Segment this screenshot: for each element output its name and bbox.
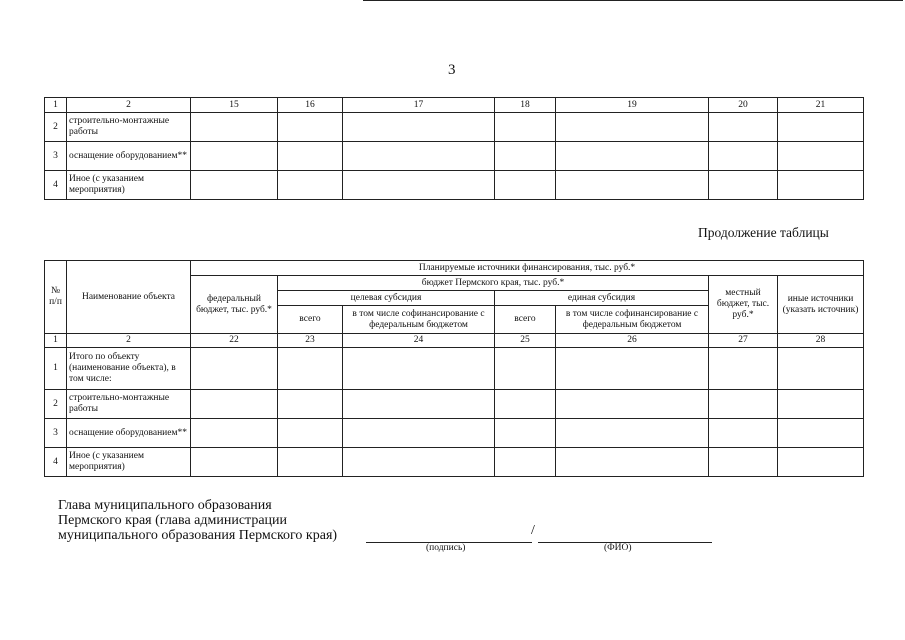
column-number: 1 [45,334,67,348]
single-cofinancing-header: в том числе софинансирование с федеральным бюджетом [556,306,709,334]
table-bottom [44,260,864,477]
value-cell [495,113,556,142]
value-cell [556,448,709,477]
row-number: 2 [45,390,67,419]
value-cell [278,113,343,142]
value-cell [709,113,778,142]
value-cell [778,142,864,171]
row-name: оснащение оборудованием** [67,142,191,171]
column-number: 22 [191,334,278,348]
value-cell [343,419,495,448]
value-cell [556,348,709,390]
value-cell [556,171,709,200]
column-numbers-row [45,334,864,348]
table-row [45,390,864,419]
value-cell [778,113,864,142]
value-cell [191,448,278,477]
single-total-header: всего [495,306,556,334]
header-cell: 2 [67,98,191,113]
column-number: 26 [556,334,709,348]
top-rule [363,0,903,1]
signature-line-2: Пермского края (глава администрации [58,513,288,528]
signature-line-1: Глава муниципального образования [58,498,272,513]
header-cell: 17 [343,98,495,113]
header-cell: 19 [556,98,709,113]
value-cell [191,348,278,390]
value-cell [709,348,778,390]
column-number: 23 [278,334,343,348]
value-cell [778,448,864,477]
value-cell [343,348,495,390]
value-cell [278,419,343,448]
row-number: 1 [45,348,67,390]
column-number: 25 [495,334,556,348]
header-cell: 16 [278,98,343,113]
column-number: 27 [709,334,778,348]
signature-caption: (подпись) [426,543,466,553]
value-cell [709,142,778,171]
table-row [45,419,864,448]
row-name: строительно-монтажные работы [67,390,191,419]
perm-budget-header: бюджет Пермского края, тыс. руб.* [278,276,709,291]
value-cell [191,390,278,419]
value-cell [278,390,343,419]
federal-budget-header: федеральный бюджет, тыс. руб.* [191,276,278,334]
value-cell [556,113,709,142]
value-cell [778,171,864,200]
value-cell [278,448,343,477]
header-cell: 21 [778,98,864,113]
value-cell [778,419,864,448]
signature-line-3: муниципального образования Пермского края) [58,528,338,543]
value-cell [343,390,495,419]
value-cell [343,171,495,200]
value-cell [278,142,343,171]
header-cell: 20 [709,98,778,113]
value-cell [191,419,278,448]
value-cell [343,142,495,171]
table-row [45,142,864,171]
row-name: Иное (с указанием мероприятия) [67,171,191,200]
table-top-header-row [45,98,864,113]
value-cell [556,419,709,448]
table-row [45,113,864,142]
value-cell [495,419,556,448]
value-cell [709,171,778,200]
value-cell [556,390,709,419]
value-cell [709,390,778,419]
value-cell [278,348,343,390]
col-name-header: Наименование объекта [67,261,191,334]
row-name: оснащение оборудованием** [67,419,191,448]
value-cell [278,171,343,200]
value-cell [495,390,556,419]
header-row [45,261,864,276]
table-row [45,348,864,390]
local-budget-header: местный бюджет, тыс. руб.* [709,276,778,334]
continuation-label: Продолжение таблицы [698,225,829,240]
value-cell [778,390,864,419]
value-cell [495,348,556,390]
header-cell: 15 [191,98,278,113]
value-cell [191,171,278,200]
target-subsidy-header: целевая субсидия [278,291,495,306]
header-cell: 1 [45,98,67,113]
column-number: 28 [778,334,864,348]
value-cell [191,113,278,142]
full-name-caption: (ФИО) [604,543,632,553]
row-name: Итого по объекту (наименование объекта), в том числе: [67,348,191,390]
column-number: 24 [343,334,495,348]
row-number: 3 [45,419,67,448]
target-cofinancing-header: в том числе софинансирование с федеральным бюджетом [343,306,495,334]
row-number: 3 [45,142,67,171]
other-sources-header: иные источники (указать источник) [778,276,864,334]
table-row [45,171,864,200]
col-number-header: № п/п [45,261,67,334]
value-cell [778,348,864,390]
value-cell [495,448,556,477]
value-cell [343,113,495,142]
single-subsidy-header: единая субсидия [495,291,709,306]
table-row [45,448,864,477]
row-number: 2 [45,113,67,142]
signature-separator: / [531,523,535,538]
value-cell [495,142,556,171]
table-top [44,97,864,200]
column-number: 2 [67,334,191,348]
header-cell: 18 [495,98,556,113]
row-name: Иное (с указанием мероприятия) [67,448,191,477]
row-number: 4 [45,448,67,477]
value-cell [495,171,556,200]
row-number: 4 [45,171,67,200]
page-number: 3 [448,62,456,78]
planned-sources-header: Планируемые источники финансирования, тыс. руб.* [191,261,864,276]
value-cell [556,142,709,171]
value-cell [343,448,495,477]
target-total-header: всего [278,306,343,334]
value-cell [709,419,778,448]
value-cell [191,142,278,171]
row-name: строительно-монтажные работы [67,113,191,142]
value-cell [709,448,778,477]
